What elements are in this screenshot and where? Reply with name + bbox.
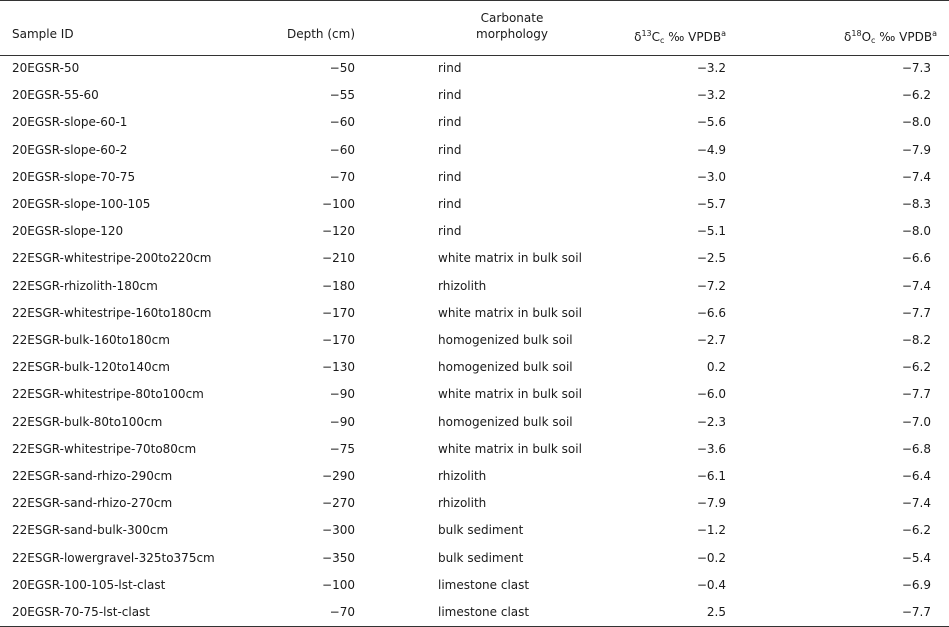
cell-d18o: −6.2 (901, 360, 931, 375)
cell-sample-id: 20EGSR-50 (12, 61, 80, 75)
cell-sample-id: 20EGSR-55-60 (12, 88, 99, 103)
cell-sample-id: 20EGSR-slope-60-1 (12, 115, 128, 130)
cell-d13c: −4.9 (696, 142, 726, 157)
cell-morphology: homogenized bulk soil (438, 333, 573, 347)
cell-morphology: bulk sediment (438, 550, 524, 565)
table-row (0, 463, 949, 490)
cell-d18o: −7.9 (901, 142, 931, 157)
cell-sample-id: 22ESGR-lowergravel-325to375cm (12, 550, 215, 565)
cell-depth: −90 (329, 414, 355, 429)
cell-depth: −130 (322, 360, 355, 375)
cell-sample-id: 22ESGR-whitestripe-160to180cm (12, 305, 212, 320)
table-row (0, 327, 949, 354)
cell-sample-id: 22ESGR-sand-rhizo-290cm (12, 469, 173, 483)
cell-d18o: −7.7 (901, 605, 931, 619)
header-morphology-line1: Carbonate (480, 11, 544, 25)
cell-d18o: −8.0 (901, 224, 931, 239)
cell-sample-id: 22ESGR-rhizolith-180cm (12, 278, 158, 293)
table-row (0, 436, 949, 463)
cell-d18o: −7.4 (901, 278, 931, 293)
cell-sample-id: 20EGSR-slope-100-105 (12, 197, 151, 211)
cell-morphology: white matrix in bulk soil (438, 441, 582, 456)
cell-sample-id: 22ESGR-whitestripe-80to100cm (12, 387, 204, 402)
cell-morphology: rind (438, 224, 462, 239)
cell-sample-id: 22ESGR-sand-rhizo-270cm (12, 496, 173, 511)
cell-d18o: −8.3 (901, 197, 931, 211)
cell-d18o: −6.4 (901, 469, 931, 483)
cell-d13c: 2.5 (706, 605, 726, 619)
cell-sample-id: 22ESGR-whitestripe-70to80cm (12, 441, 197, 456)
cell-sample-id: 22ESGR-whitestripe-200to220cm (12, 251, 212, 266)
cell-morphology: rhizolith (438, 469, 487, 483)
cell-d18o: −7.3 (901, 61, 931, 75)
cell-morphology: rind (438, 197, 462, 211)
cell-depth: −270 (322, 496, 355, 511)
cell-depth: −60 (329, 115, 355, 130)
table-row (0, 599, 949, 626)
table-row (0, 517, 949, 544)
cell-d13c: −2.3 (696, 414, 726, 429)
cell-d13c: −7.9 (696, 496, 726, 511)
cell-d13c: −0.2 (696, 550, 726, 565)
cell-morphology: rhizolith (438, 278, 487, 293)
cell-sample-id: 20EGSR-slope-120 (12, 224, 124, 239)
cell-depth: −50 (329, 61, 355, 75)
cell-morphology: homogenized bulk soil (438, 360, 573, 375)
cell-depth: −100 (322, 577, 355, 592)
cell-sample-id: 22ESGR-bulk-120to140cm (12, 360, 170, 375)
cell-sample-id: 22ESGR-bulk-80to100cm (12, 414, 163, 429)
table-row (0, 409, 949, 436)
table-row (0, 109, 949, 136)
table-row (0, 300, 949, 327)
table-row (0, 82, 949, 109)
cell-depth: −180 (322, 278, 355, 293)
cell-d18o: −6.9 (901, 577, 931, 592)
cell-d18o: −6.2 (901, 523, 931, 538)
cell-depth: −300 (322, 523, 355, 538)
cell-sample-id: 20EGSR-slope-60-2 (12, 142, 128, 157)
cell-morphology: homogenized bulk soil (438, 414, 573, 429)
cell-d13c: −5.6 (696, 115, 726, 130)
cell-d18o: −6.6 (901, 251, 931, 266)
cell-depth: −90 (329, 387, 355, 402)
cell-sample-id: 22ESGR-sand-bulk-300cm (12, 523, 169, 538)
cell-sample-id: 20EGSR-100-105-lst-clast (12, 577, 166, 592)
cell-morphology: white matrix in bulk soil (438, 305, 582, 320)
cell-d13c: −6.6 (696, 305, 726, 320)
cell-depth: −350 (322, 550, 355, 565)
cell-d13c: −7.2 (696, 278, 726, 293)
cell-d13c: −2.5 (696, 251, 726, 266)
cell-d18o: −7.0 (901, 414, 931, 429)
cell-d13c: −5.7 (696, 197, 726, 211)
cell-sample-id: 22ESGR-bulk-160to180cm (12, 333, 170, 347)
table-row (0, 490, 949, 517)
cell-d18o: −7.4 (901, 169, 931, 184)
table-row (0, 218, 949, 245)
cell-d13c: 0.2 (706, 360, 726, 375)
cell-morphology: bulk sediment (438, 523, 524, 538)
cell-morphology: limestone clast (438, 577, 530, 592)
cell-d18o: −7.7 (901, 387, 931, 402)
table-row (0, 137, 949, 164)
cell-depth: −120 (322, 224, 355, 239)
cell-depth: −70 (329, 605, 355, 619)
table-row (0, 572, 949, 599)
cell-depth: −170 (322, 333, 355, 347)
cell-d18o: −6.2 (901, 88, 931, 103)
table-row (0, 381, 949, 408)
cell-d13c: −6.0 (696, 387, 726, 402)
cell-morphology: rhizolith (438, 496, 487, 511)
table-row (0, 354, 949, 381)
table-row (0, 55, 949, 82)
cell-d13c: −3.6 (696, 441, 726, 456)
cell-d13c: −3.2 (696, 88, 726, 103)
cell-d13c: −3.2 (696, 61, 726, 75)
cell-sample-id: 20EGSR-slope-70-75 (12, 169, 136, 184)
cell-morphology: rind (438, 61, 462, 75)
header-d18o: $\delta^{18}O_c$ ‰ VPDB$^a$ (844, 29, 937, 45)
cell-morphology: white matrix in bulk soil (438, 387, 582, 402)
cell-morphology: rind (438, 169, 462, 184)
cell-depth: −100 (322, 197, 355, 211)
table-row (0, 545, 949, 572)
header-d13c: $\delta^{13}C_c$ ‰ VPDB$^a$ (634, 29, 726, 45)
header-depth: Depth (cm) (286, 27, 355, 41)
table-row (0, 164, 949, 191)
cell-morphology: rind (438, 88, 462, 103)
cell-d13c: −3.0 (696, 169, 726, 184)
cell-morphology: rind (438, 115, 462, 130)
cell-d13c: −5.1 (696, 224, 726, 239)
cell-depth: −210 (322, 251, 355, 266)
cell-d13c: −2.7 (696, 333, 726, 347)
cell-depth: −75 (329, 441, 355, 456)
cell-depth: −60 (329, 142, 355, 157)
cell-d18o: −7.7 (901, 305, 931, 320)
cell-morphology: limestone clast (438, 605, 530, 619)
cell-sample-id: 20EGSR-70-75-lst-clast (12, 605, 151, 619)
cell-depth: −55 (329, 88, 355, 103)
header-morphology (438, 10, 586, 42)
table-row (0, 191, 949, 218)
header-sample-id: Sample ID (12, 27, 74, 41)
header-morphology-line2: morphology (476, 27, 548, 41)
table-row (0, 245, 949, 272)
cell-morphology: rind (438, 142, 462, 157)
cell-d18o: −8.2 (901, 333, 931, 347)
cell-d13c: −1.2 (696, 523, 726, 538)
cell-depth: −170 (322, 305, 355, 320)
table-row (0, 273, 949, 300)
table-header (0, 0, 949, 56)
cell-depth: −290 (322, 469, 355, 483)
cell-depth: −70 (329, 169, 355, 184)
cell-d18o: −7.4 (901, 496, 931, 511)
cell-morphology: white matrix in bulk soil (438, 251, 582, 266)
cell-d18o: −6.8 (901, 441, 931, 456)
cell-d18o: −5.4 (901, 550, 931, 565)
cell-d13c: −6.1 (696, 469, 726, 483)
cell-d18o: −8.0 (901, 115, 931, 130)
cell-d13c: −0.4 (696, 577, 726, 592)
